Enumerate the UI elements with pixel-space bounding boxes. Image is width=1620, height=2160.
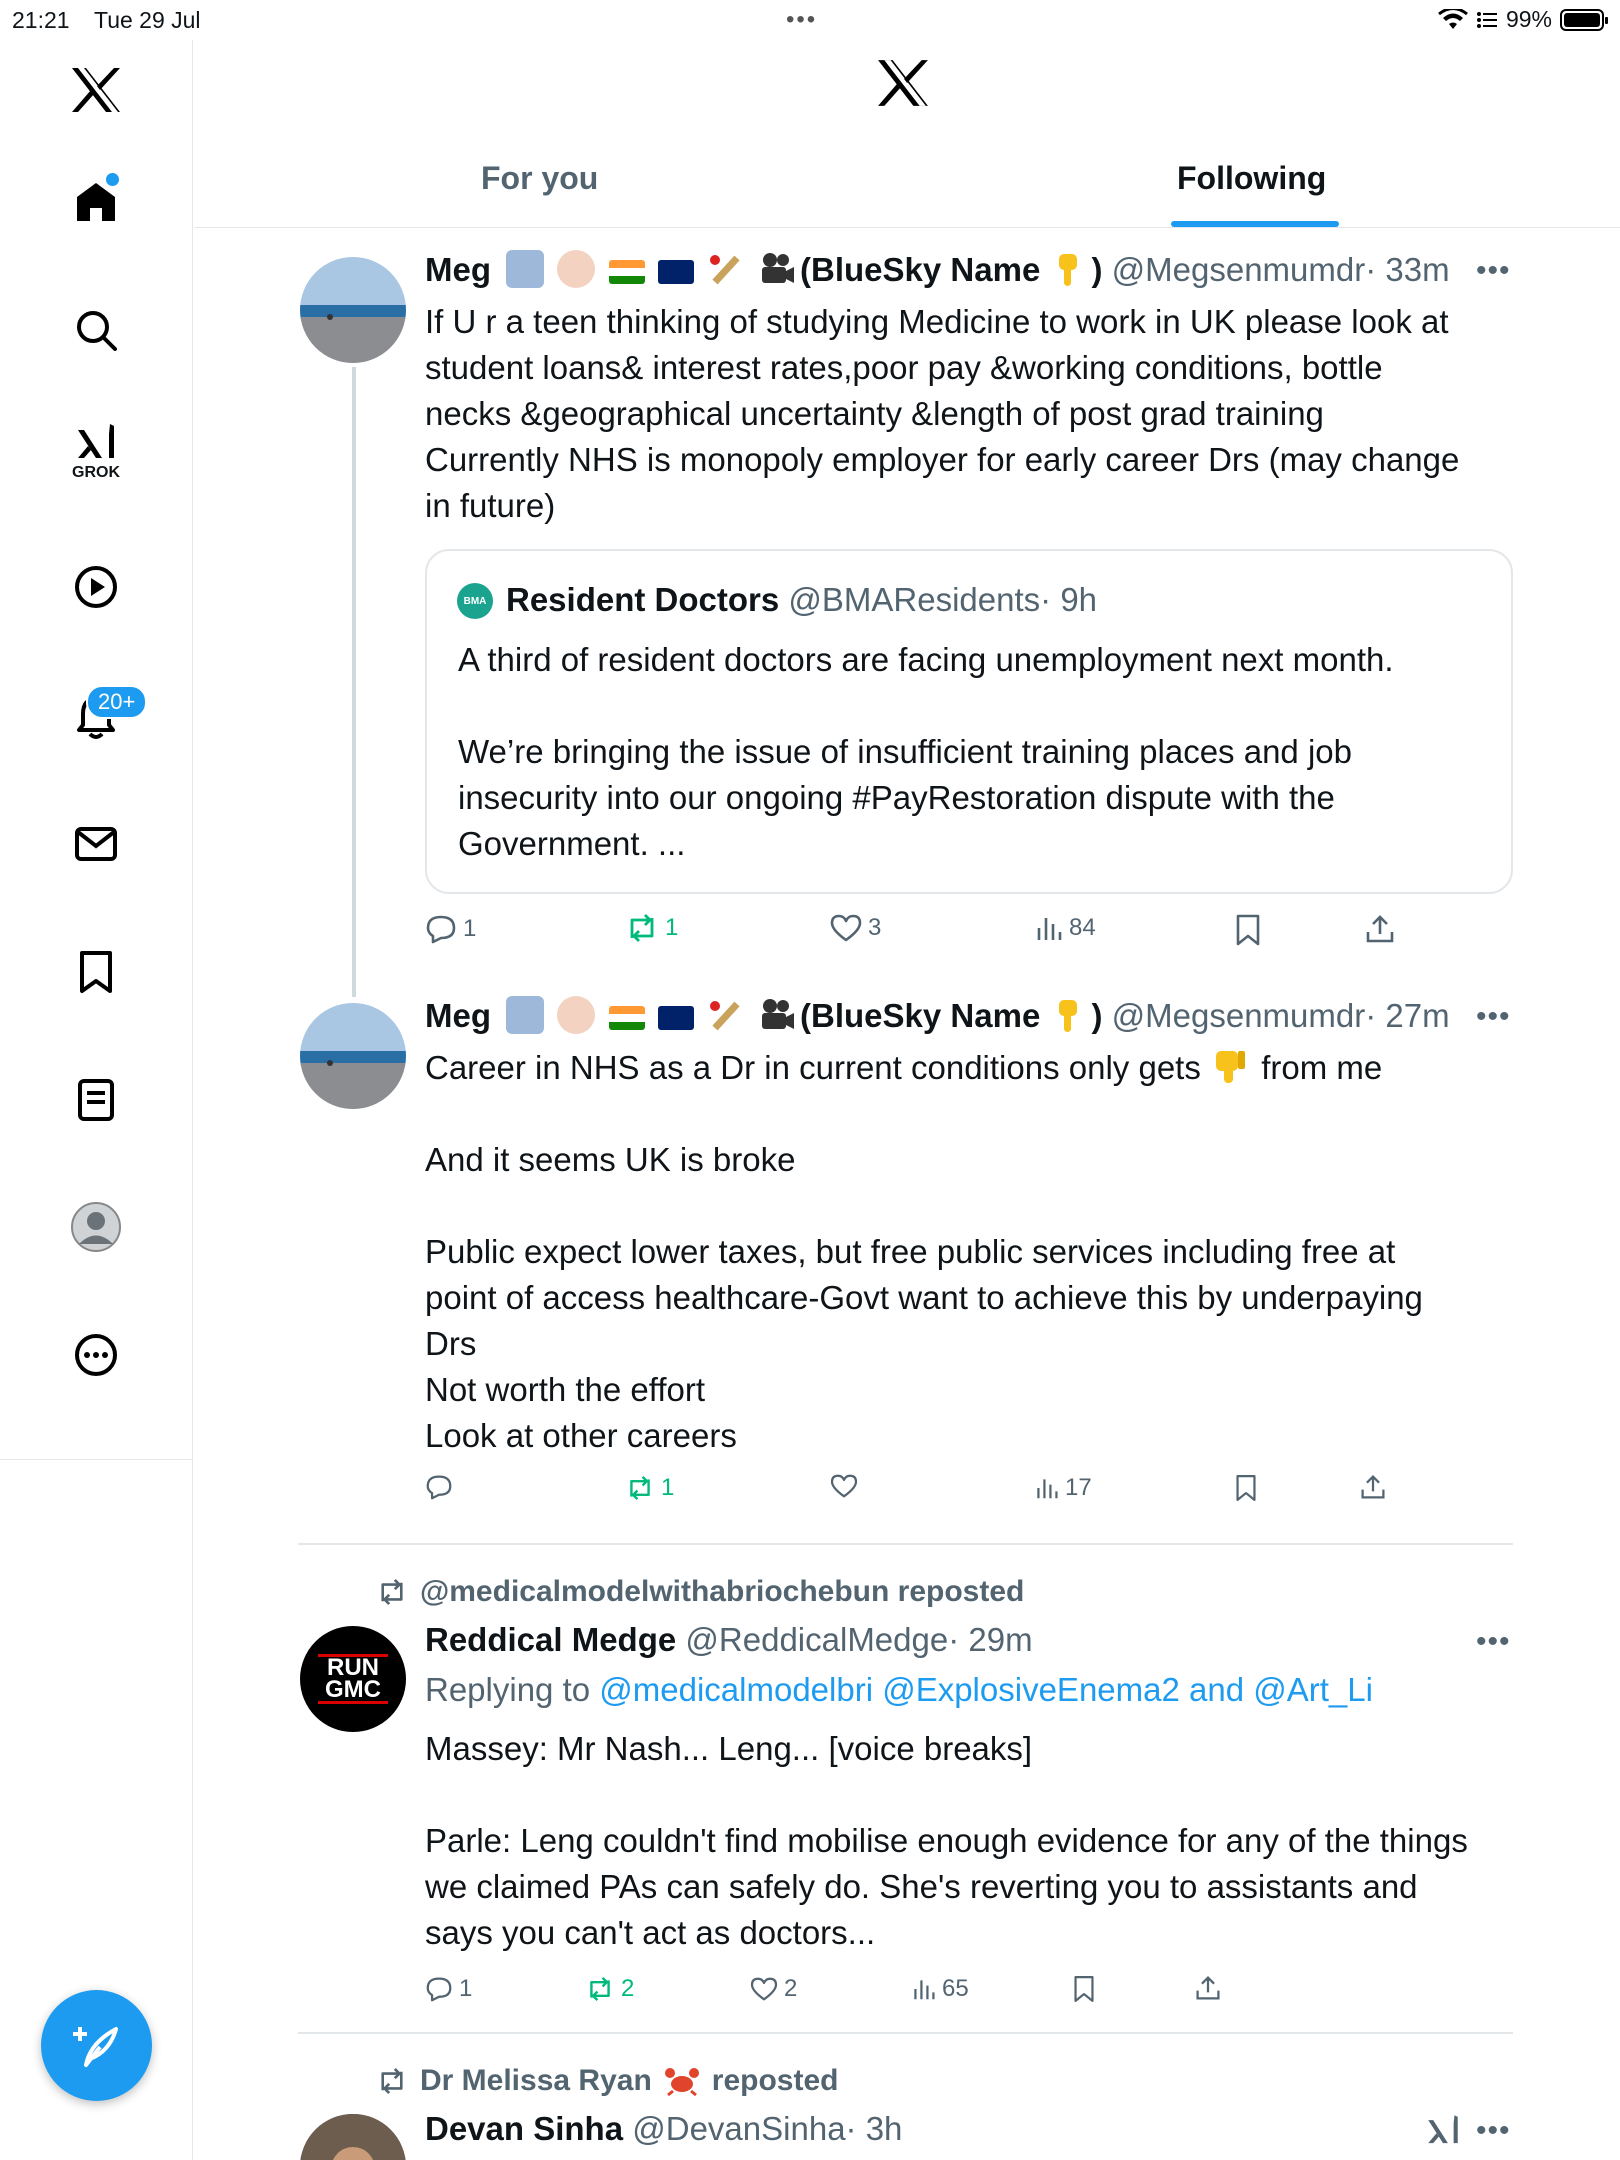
author-name[interactable]: Reddical Medge [425, 1621, 677, 1658]
thumbs-down-emoji-icon [1210, 1047, 1248, 1085]
post-text-line [425, 1091, 1423, 1137]
repost-context[interactable] [376, 1575, 1024, 1609]
header-x-logo-icon[interactable] [876, 58, 940, 122]
quoted-text-line: Government. ... [458, 825, 686, 862]
repost-icon [376, 2068, 408, 2094]
post-text-line: in future) [425, 487, 556, 524]
post-text-line: Parle: Leng couldn't find mobilise enough evidence for any of the things [425, 1822, 1468, 1859]
post-text-line [425, 1772, 1468, 1818]
bookmark-icon[interactable] [64, 940, 128, 1004]
repost-context-suffix: reposted [711, 2064, 839, 2097]
avatar-text: RUN GMC [318, 1654, 388, 1704]
x-logo-icon[interactable] [64, 58, 128, 122]
repost-button[interactable] [625, 1474, 674, 1502]
reply-button[interactable] [425, 1975, 472, 2003]
views-button[interactable] [912, 1975, 969, 2003]
battery-percent: 99% [1505, 6, 1552, 32]
author-name-close: ) [1091, 251, 1103, 288]
pointing-down-emoji-icon [1049, 250, 1087, 288]
like-count: 3 [868, 914, 882, 941]
focus-list-icon [1476, 10, 1498, 30]
bookmark-icon [1073, 1975, 1095, 2003]
post-text [425, 1726, 1468, 1956]
reply-button[interactable] [425, 914, 476, 944]
reply-icon [425, 1976, 453, 2002]
notifications-badge: 20+ [86, 685, 147, 719]
post-text-line: If U r a teen thinking of studying Medicine to work in UK please look at [425, 303, 1449, 340]
post-more-icon[interactable]: ••• [1476, 1625, 1511, 1658]
tab-following[interactable]: Following [1177, 160, 1327, 196]
status-right [1438, 6, 1604, 33]
battery-icon [1560, 9, 1604, 31]
like-button[interactable] [830, 914, 881, 942]
quoted-post-header [506, 581, 1097, 619]
movie-camera-emoji-icon [758, 250, 796, 288]
author-name-suffix: (BlueSky Name [800, 251, 1041, 288]
tab-for-you[interactable]: For you [481, 160, 599, 196]
like-icon [830, 914, 862, 942]
status-time: 21:21 [12, 7, 70, 33]
post-text-line: student loans& interest rates,poor pay &working conditions, bottle [425, 349, 1383, 386]
reply-count: 1 [459, 1975, 473, 2002]
grok-explain-icon[interactable] [1425, 2112, 1461, 2153]
post-divider [298, 2032, 1513, 2034]
reply-icon [425, 1474, 453, 1500]
avatar[interactable] [300, 1003, 406, 1109]
movie-camera-emoji-icon [758, 996, 796, 1034]
repost-context-name: Dr Melissa Ryan [420, 2064, 652, 2097]
views-button[interactable] [1035, 1474, 1092, 1502]
quoted-post[interactable] [425, 549, 1513, 894]
post-more-icon[interactable]: ••• [1476, 254, 1511, 287]
author-handle[interactable]: @Megsenmumdr [1111, 251, 1366, 288]
repost-count: 1 [665, 914, 679, 941]
post-text-line: Currently NHS is monopoly employer for early career Drs (may change [425, 441, 1460, 478]
views-icon [1035, 1476, 1059, 1500]
cricket-emoji-icon [707, 250, 745, 288]
repost-button[interactable] [625, 914, 678, 942]
bookmark-button[interactable] [1235, 1474, 1257, 1502]
share-button[interactable] [1365, 914, 1395, 944]
replying-links[interactable]: @medicalmodelbri @ExplosiveEnema2 and @Art_Li [599, 1671, 1373, 1708]
post-text-line: And it seems UK is broke [425, 1141, 796, 1178]
avatar[interactable] [300, 257, 406, 363]
replying-prefix: Replying to [425, 1671, 600, 1708]
post-text-line: necks &geographical uncertainty &length of post grad training [425, 395, 1324, 432]
author-name[interactable]: Devan Sinha [425, 2110, 624, 2147]
author-name-close: ) [1091, 997, 1103, 1034]
quoted-post-time: · 9h [1040, 581, 1098, 618]
like-button[interactable] [750, 1975, 797, 2003]
share-button[interactable] [1360, 1474, 1386, 1500]
replying-to [425, 1671, 1373, 1709]
repost-icon [376, 1579, 408, 1605]
repost-icon [625, 914, 659, 942]
status-bar [0, 0, 1620, 40]
author-handle[interactable]: @ReddicalMedge [685, 1621, 949, 1658]
status-date: Tue 29 Jul [94, 7, 201, 33]
repost-button[interactable] [585, 1975, 634, 2003]
share-icon [1360, 1474, 1386, 1500]
home-unread-dot [106, 173, 119, 186]
like-button[interactable] [830, 1474, 858, 1498]
quoted-text-line [458, 683, 1394, 729]
avatar[interactable] [300, 2114, 406, 2160]
reply-count: 1 [463, 915, 477, 942]
lists-icon[interactable] [64, 1068, 128, 1132]
grok-icon[interactable] [64, 420, 128, 484]
views-count: 84 [1069, 914, 1096, 941]
repost-count: 2 [621, 1975, 635, 2002]
avatar[interactable] [300, 1626, 406, 1732]
quoted-author-name: Resident Doctors [506, 581, 780, 618]
repost-context[interactable] [376, 2064, 838, 2098]
more-circle-icon[interactable] [64, 1323, 128, 1387]
search-icon[interactable] [64, 298, 128, 362]
reply-button[interactable] [425, 1474, 453, 1500]
woman-doctor-emoji-icon [557, 996, 595, 1034]
cricket-emoji-icon [707, 996, 745, 1034]
author-name[interactable]: Meg [425, 997, 491, 1034]
bookmark-icon [1235, 1474, 1257, 1502]
compose-icon [70, 2019, 124, 2073]
post-text [425, 1045, 1423, 1459]
repost-icon [625, 1476, 655, 1500]
profile-icon[interactable] [64, 1195, 128, 1259]
post-time[interactable]: · 27m [1365, 997, 1450, 1034]
post-time[interactable]: · 33m [1365, 251, 1450, 288]
views-count: 17 [1065, 1474, 1092, 1501]
post-divider [298, 1543, 1513, 1545]
post-header [425, 996, 1450, 1035]
author-handle[interactable]: @DevanSinha [632, 2110, 846, 2147]
post-text-line: Drs [425, 1325, 477, 1362]
woman-doctor-emoji-icon [557, 250, 595, 288]
post-more-icon[interactable]: ••• [1476, 1000, 1511, 1033]
repost-icon [585, 1977, 615, 2001]
share-icon [1365, 914, 1395, 944]
uk-flag-icon [658, 1006, 694, 1030]
reply-icon [425, 914, 457, 944]
quoted-text-line: We’re bringing the issue of insufficient training places and job [458, 733, 1352, 770]
repost-context-text: @medicalmodelwithabriochebun reposted [420, 1575, 1025, 1608]
crab-emoji-icon [664, 2066, 700, 2096]
people-emoji-icon [506, 250, 544, 288]
post-text-line: Look at other careers [425, 1417, 737, 1454]
author-name-suffix: (BlueSky Name [800, 997, 1041, 1034]
india-flag-icon [609, 1006, 645, 1030]
quoted-text-line: insecurity into our ongoing #PayRestoration dispute with the [458, 779, 1335, 816]
bookmark-button[interactable] [1235, 914, 1261, 946]
pointing-down-emoji-icon [1049, 996, 1087, 1034]
multitask-dots-icon[interactable]: ••• [786, 6, 818, 33]
post-text-line: Not worth the effort [425, 1371, 706, 1408]
wifi-icon [1438, 9, 1468, 31]
views-icon [912, 1977, 936, 2001]
post-text-line: Massey: Mr Nash... Leng... [voice breaks] [425, 1730, 1033, 1767]
views-count: 65 [942, 1975, 969, 2002]
share-button[interactable] [1195, 1975, 1221, 2001]
uk-flag-icon [658, 260, 694, 284]
like-count: 2 [784, 1975, 798, 2002]
compose-button[interactable] [41, 1990, 152, 2101]
mail-icon[interactable] [64, 812, 128, 876]
bma-logo: BMA [457, 583, 493, 619]
like-icon [830, 1474, 858, 1498]
quoted-post-text [458, 637, 1394, 867]
video-icon[interactable] [64, 555, 128, 619]
share-icon [1195, 1975, 1221, 2001]
post-header [425, 1621, 1033, 1659]
people-emoji-icon [506, 996, 544, 1034]
grok-label: GROK [72, 464, 120, 481]
post-text-line: point of access healthcare-Govt want to achieve this by underpaying [425, 1279, 1423, 1316]
quoted-author-handle: @BMAResidents [788, 581, 1041, 618]
post-header [425, 250, 1450, 289]
repost-count: 1 [661, 1474, 675, 1501]
like-icon [750, 1977, 778, 2001]
post-header [425, 2110, 902, 2148]
post-text [425, 299, 1459, 529]
post-text-line: we claimed PAs can safely do. She's reverting you to assistants and [425, 1868, 1418, 1905]
thread-line [352, 367, 356, 997]
post-more-icon[interactable]: ••• [1476, 2114, 1511, 2147]
author-name[interactable]: Meg [425, 251, 491, 288]
post-text-line: Career in NHS as a Dr in current conditions only gets [425, 1049, 1201, 1086]
post-text-line: says you can't act as doctors... [425, 1914, 876, 1951]
views-icon [1035, 914, 1063, 942]
post-time[interactable]: · 3h [845, 2110, 903, 2147]
views-button[interactable] [1035, 914, 1096, 942]
post-time[interactable]: · 29m [948, 1621, 1033, 1658]
post-text-line [425, 1183, 1423, 1229]
quoted-text-line: A third of resident doctors are facing unemployment next month. [458, 641, 1394, 678]
post-text-line: Public expect lower taxes, but free public services including free at [425, 1233, 1396, 1270]
india-flag-icon [609, 260, 645, 284]
post-text-line: from me [1261, 1049, 1383, 1086]
bookmark-button[interactable] [1073, 1975, 1095, 2003]
bookmark-icon [1235, 914, 1261, 946]
author-handle[interactable]: @Megsenmumdr [1111, 997, 1366, 1034]
